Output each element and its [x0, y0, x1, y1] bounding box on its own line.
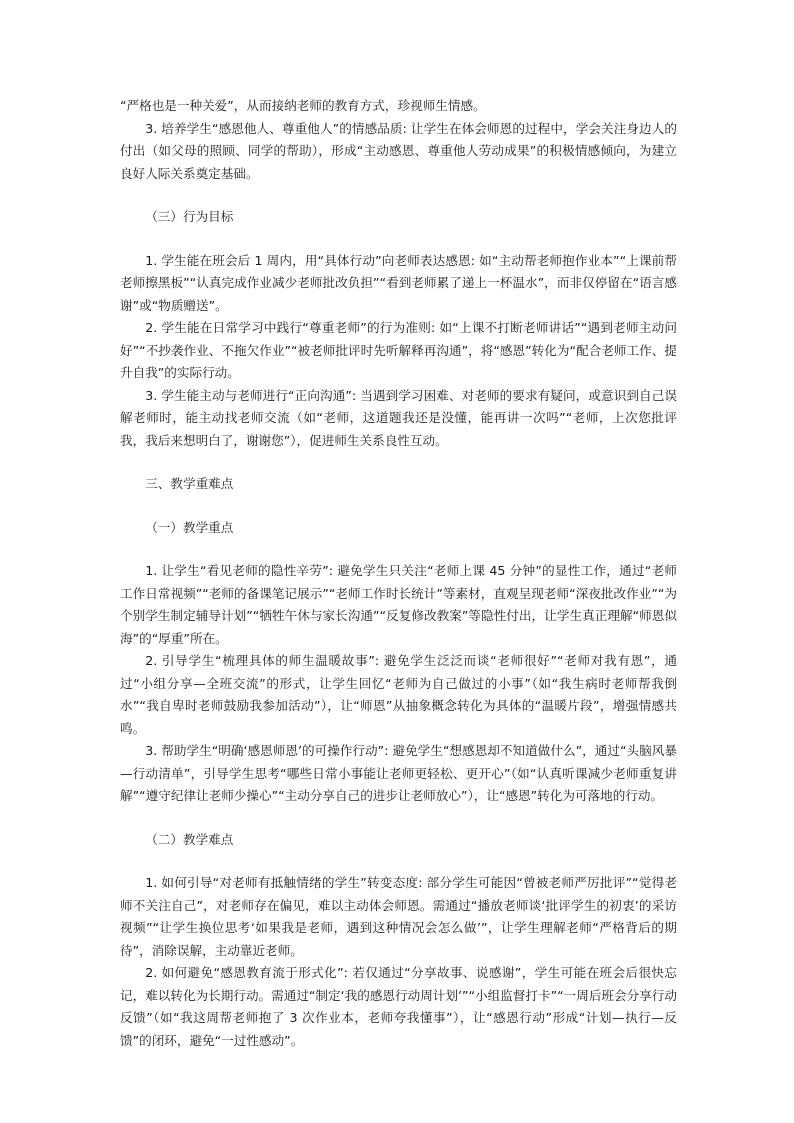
subsection-heading: （一）教学重点: [145, 519, 234, 535]
paragraph: 1. 学生能在班会后 1 周内，用“具体行动”向老师表达感恩: 如“主动帮老师抱作业本”“上课前帮老师擦黑板”“认真完成作业减少老师批改负担”“看到老师累了递上一杯温水”，而非仅停留在“语言感谢”或“物质赠送”。: [120, 252, 677, 313]
paragraph: 3. 培养学生“感恩他人、尊重他人”的情感品质: 让学生在体会师恩的过程中，学会关注身边人的付出（如父母的照顾、同学的帮助），形成“主动感恩、尊重他人劳动成果”的积极情感倾向，为建立良好人际关系奠定基础。: [120, 120, 677, 181]
paragraph: 2. 学生能在日常学习中践行“尊重老师”的行为准则: 如“上课不打断老师讲话”“遇到老师主动问好”“不抄袭作业、不拖欠作业”“被老师批评时先听解释再沟通”，将“感恩”转化为“配合老师工作、提升自我”的实际行动。: [120, 320, 677, 380]
subsection-heading: （二）教学难点: [145, 831, 234, 847]
paragraph: 1. 让学生“看见老师的隐性辛劳”: 避免学生只关注“老师上课 45 分钟”的显性工作，通过“老师工作日常视频”“老师的备课笔记展示”“老师工作时长统计”等素材，直观呈现老师“深夜批改作业”“为个别学生制定辅导计划”“牺牲午休与家长沟通”“反复修改教案”等隐性付出，让学生真正理解“师恩似海”的“厚重”所在。: [120, 563, 677, 646]
paragraph: 1. 如何引导“对老师有抵触情绪的学生”转变态度: 部分学生可能因“曾被老师严厉批评”“觉得老师不关注自己”，对老师存在偏见，难以主动体会师恩。需通过“播放老师谈‘批评学生的初衷’的采访视频”“让学生换位思考‘如果我是老师，遇到这种情况会怎么做’”，让学生理解老师“严格背后的期待”，消除误解，主动靠近老师。: [120, 875, 677, 958]
section-heading: （三）行为目标: [145, 209, 234, 224]
section-heading: 三、教学重难点: [145, 476, 234, 491]
paragraph: 2. 引导学生“梳理具体的师生温暖故事”: 避免学生泛泛而谈“老师很好”“老师对我有恩”，通过“小组分享—全班交流”的形式，让学生回忆“老师为自己做过的小事”（如“我生病时老师帮我倒水”“我自卑时老师鼓励我参加活动”），让“师恩”从抽象概念转化为具体的“温暖片段”，增强情感共鸣。: [120, 653, 677, 736]
paragraph: 3. 帮助学生“明确‘感恩师恩’的可操作行动”: 避免学生“想感恩却不知道做什么”，通过“头脑风暴—行动清单”，引导学生思考“哪些日常小事能让老师更轻松、更开心”（如“认真听课减少老师重复讲解”“遵守纪律让老师少操心”“主动分享自己的进步让老师放心”），让“感恩”转化为可落地的行动。: [120, 743, 677, 803]
paragraph: 2. 如何避免“感恩教育流于形式化”: 若仅通过“分享故事、说感谢”，学生可能在班会后很快忘记，难以转化为长期行动。需通过“制定‘我的感恩行动周计划’”“小组监督打卡”“一周后班会分享行动反馈”（如“我这周帮老师抱了 3 次作业本，老师夸我懂事”），让“感恩行动”形成“计划—执行—反馈”的闭环，避免“一过性感动”。: [120, 965, 677, 1048]
paragraph: “严格也是一种关爱”，从而接纳老师的教育方式，珍视师生情感。: [120, 98, 486, 113]
paragraph: 3. 学生能主动与老师进行“正向沟通”: 当遇到学习困难、对老师的要求有疑问，或意识到自己误解老师时，能主动找老师交流（如“老师，这道题我还是没懂，能再讲一次吗”“老师，上次您批评我，我后来想明白了，谢谢您”），促进师生关系良性互动。: [120, 387, 677, 448]
document-page: [120, 95, 677, 1052]
